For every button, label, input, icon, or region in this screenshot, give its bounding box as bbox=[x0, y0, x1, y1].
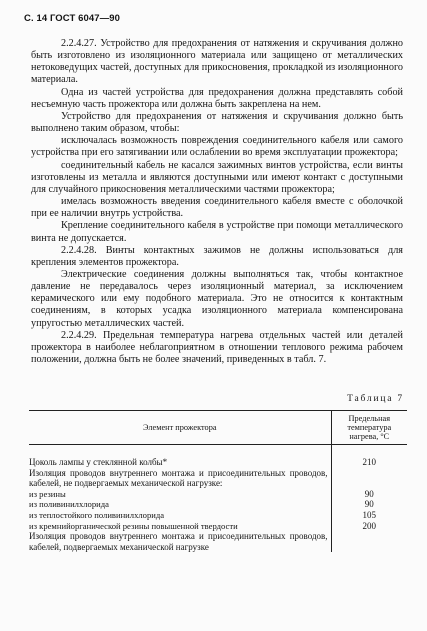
table-row bbox=[29, 499, 407, 510]
cell-temperature bbox=[331, 468, 407, 489]
table-row bbox=[29, 521, 407, 532]
cell-temperature: 90 bbox=[364, 499, 374, 510]
paragraph: Крепление соединительного кабеля в устройстве при помощи металлического винта не допускается. bbox=[31, 220, 403, 244]
cell-element: из кремнийорганической резины повышенной твердости bbox=[29, 521, 331, 532]
table-row bbox=[29, 468, 407, 489]
paragraph: 2.2.4.29. Предельная температура нагрева отдельных частей или деталей прожектора в наиболее неблагоприятном в отношении теплового режима рабочем положении, должна быть не более значений, приведенных в табл. 7. bbox=[31, 329, 403, 366]
temperature-table bbox=[29, 410, 407, 552]
paragraph: имелась возможность введения соединительного кабеля вместе с оболочкой при ее наличии внутрь устройства. bbox=[31, 196, 403, 220]
cell-element: Изоляция проводов внутреннего монтажа и присоединительных проводов, кабелей, не подвергаемых механической нагрузке: bbox=[29, 468, 331, 489]
table-row bbox=[29, 531, 407, 552]
cell-temperature bbox=[331, 531, 407, 552]
paragraph: соединительный кабель не касался зажимных винтов устройства, если винты изготовлены из металла и являются доступными или имеют контакт с доступными для случайного прикосновения металлическими частями прожектора; bbox=[31, 159, 403, 195]
paragraph: 2.2.4.27. Устройство для предохранения от натяжения и скручивания должно быть изготовлено из изоляционного материала или защищено от металлических нетоковедущих частей, доступных для прикосновения, прокладкой из изоляционного материала. bbox=[31, 38, 403, 86]
table-row bbox=[29, 489, 407, 500]
paragraph: Устройство для предохранения от натяжения и скручивания должно быть выполнено таким образом, чтобы: bbox=[31, 110, 403, 135]
table-row bbox=[29, 510, 407, 521]
cell-temperature: 90 bbox=[364, 488, 374, 499]
column-header-element: Элемент прожектора bbox=[29, 411, 331, 445]
cell-element: Изоляция проводов внутреннего монтажа и присоединительных проводов, кабелей, подвергаемых механической нагрузке bbox=[29, 531, 331, 552]
cell-temperature: 200 bbox=[362, 520, 377, 531]
cell-temperature: 210 bbox=[362, 457, 377, 467]
cell-element: из теплостойкого поливинилхлорида bbox=[29, 510, 331, 521]
table-row bbox=[29, 457, 407, 468]
table-caption: Таблица 7 bbox=[347, 394, 404, 404]
paragraph: Электрические соединения должны выполняться так, чтобы контактное давление не передавалось через изоляционный материал, за исключением керамического или ему подобного материала. Это не относится к контактным соединениям, в которых усадка изоляционного материала компенсирована упругостью металлических частей. bbox=[31, 268, 403, 329]
page-header: С. 14 ГОСТ 6047—90 bbox=[24, 13, 121, 24]
paragraph: 2.2.4.28. Винты контактных зажимов не должны использоваться для крепления элементов прожектора. bbox=[31, 244, 403, 268]
cell-element: Цоколь лампы у стеклянной колбы* bbox=[29, 457, 331, 468]
cell-temperature: 105 bbox=[362, 509, 377, 520]
body-text bbox=[31, 38, 403, 366]
column-header-temperature: Предельная температура нагрева, °С bbox=[331, 411, 407, 445]
cell-element: из резины bbox=[29, 489, 331, 500]
paragraph: исключалась возможность повреждения соединительного кабеля или самого устройства при его затягивании или ослаблении во время эксплуатации прожектора; bbox=[31, 135, 403, 159]
paragraph: Одна из частей устройства для предохранения должна представлять собой несъемную часть прожектора или должна быть закреплена на нем. bbox=[31, 86, 403, 110]
cell-element: из поливинилхлорида bbox=[29, 499, 331, 510]
